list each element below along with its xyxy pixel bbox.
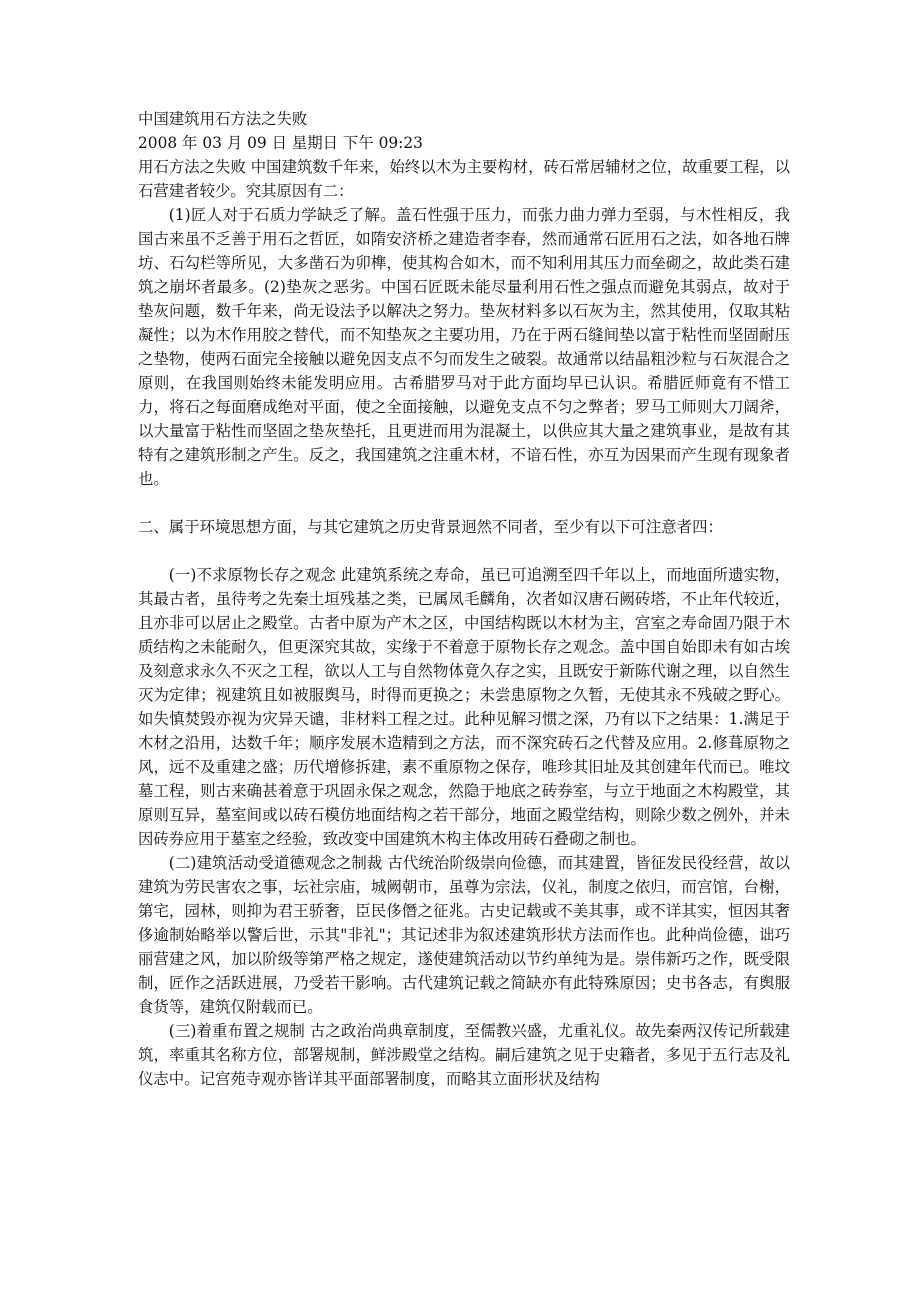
paragraph-gap (138, 491, 790, 515)
paragraph-stone-reasons: (1)匠人对于石质力学缺乏了解。盖石性强于压力，而张力曲力弹力至弱，与木性相反，我国古来虽不乏善于用石之哲匠，如隋安济桥之建造者李春，然而通常石匠用石之法，如各地石牌坊、石勾栏等所见，大多凿石为卯榫，使其构合如木，而不知利用其压力而垒砌之，故此类石建筑之崩坏者最多。(2)垫灰之恶劣。中国石匠既未能尽量利用石性之强点而避免其弱点，故对于垫灰问题，数千年来，尚无设法予以解决之努力。垫灰材料多以石灰为主，然其使用，仅取其粘凝性；以为木作用胶之替代，而不知垫灰之主要功用，乃在于两石缝间垫以富于粘性而坚固耐压之垫物，使两石面完全接触以避免因支点不匀而发生之破裂。故通常以结晶粗沙粒与石灰混合之原则，在我国则始终未能发明应用。古希腊罗马对于此方面均早已认识。希腊匠师竟有不惜工力，将石之每面磨成绝对平面，使之全面接触，以避免支点不匀之弊者；罗马工师则大刀阔斧，以大量富于粘性而坚固之垫灰垫托，且更进而用为混凝土，以供应其大量之建筑事业，是故有其特有之建筑形制之产生。反之，我国建筑之注重木材，不谙石性，亦互为因果而产生现有现象者也。 (138, 206, 790, 488)
paragraph-gap (138, 539, 790, 563)
paragraph-point-two: (二)建筑活动受道德观念之制裁 古代统治阶级崇向俭德，而其建置，皆征发民役经营，故以建筑为劳民害农之事，坛社宗庙，城阙朝市，虽尊为宗法，仪礼，制度之依归，而宫馆，台榭，第宅，园林，则抑为君王骄奢，臣民侈僭之征兆。古史记载或不美其事，或不详其实，恒因其奢侈逾制始略举以警后世，示其"非礼"；其记述非为叙述建筑形状方法而作也。此种尚俭德，诎巧丽营建之风，加以阶级等第严格之规定，遂使建筑活动以节约单纯为是。崇伟新巧之作，既受限制，匠作之活跃进展，乃受若干影响。古代建筑记载之简缺亦有此特殊原因；史书各志，有舆服食货等，建筑仅附载而已。 (138, 854, 790, 1016)
paragraph-point-one: (一)不求原物长存之观念 此建筑系统之寿命，虽已可追溯至四千年以上，而地面所遗实物，其最古者，虽待考之先秦土垣残基之类，已属凤毛麟角，次者如汉唐石阙砖塔，不止年代较近，且亦非可以居止之殿堂。古者中原为产木之区，中国结构既以木材为主，宫室之寿命固乃限于木质结构之未能耐久，但更深究其故，实缘于不着意于原物长存之观念。盖中国自始即未有如古埃及刻意求永久不灭之工程，欲以人工与自然物体竟久存之实，且既安于新陈代谢之理，以自然生灭为定律；视建筑且如被服舆马，时得而更换之；未尝患原物之久暂，无使其永不残破之野心。如失慎焚毁亦视为灾异天谴，非材料工程之过。此种见解习惯之深，乃有以下之结果：1.满足于木材之沿用，达数千年；顺序发展木造精到之方法，而不深究砖石之代替及应用。2.修葺原物之风，远不及重建之盛；历代增修拆建，素不重原物之保存，唯珍其旧址及其创建年代而已。唯坟墓工程，则古来确甚着意于巩固永保之观念，然隐于地底之砖券室，与立于地面之木构殿堂，其原则互异，墓室间或以砖石模仿地面结构之若干部分，地面之殿堂结构，则除少数之例外，并未因砖券应用于墓室之经验，致改变中国建筑木构主体改用砖石叠砌之制也。 (138, 566, 790, 848)
document-page (138, 107, 790, 1091)
section-heading-environment: 二、属于环境思想方面，与其它建筑之历史背景迥然不同者，至少有以下可注意者四： (138, 518, 723, 536)
document-date: 2008 年 03 月 09 日 星期日 下午 09:23 (138, 134, 423, 152)
document-title: 中国建筑用石方法之失败 (138, 110, 308, 128)
paragraph-intro: 用石方法之失败 中国建筑数千年来，始终以木为主要构材，砖石常居辅材之位，故重要工程，以石营建者较少。究其原因有二： (138, 158, 790, 200)
paragraph-point-three: (三)着重布置之规制 古之政治尚典章制度，至儒教兴盛，尤重礼仪。故先秦两汉传记所载建筑，率重其名称方位，部署规制，鲜涉殿堂之结构。嗣后建筑之见于史籍者，多见于五行志及礼仪志中。记宫苑寺观亦皆详其平面部署制度，而略其立面形状及结构 (138, 1022, 790, 1088)
